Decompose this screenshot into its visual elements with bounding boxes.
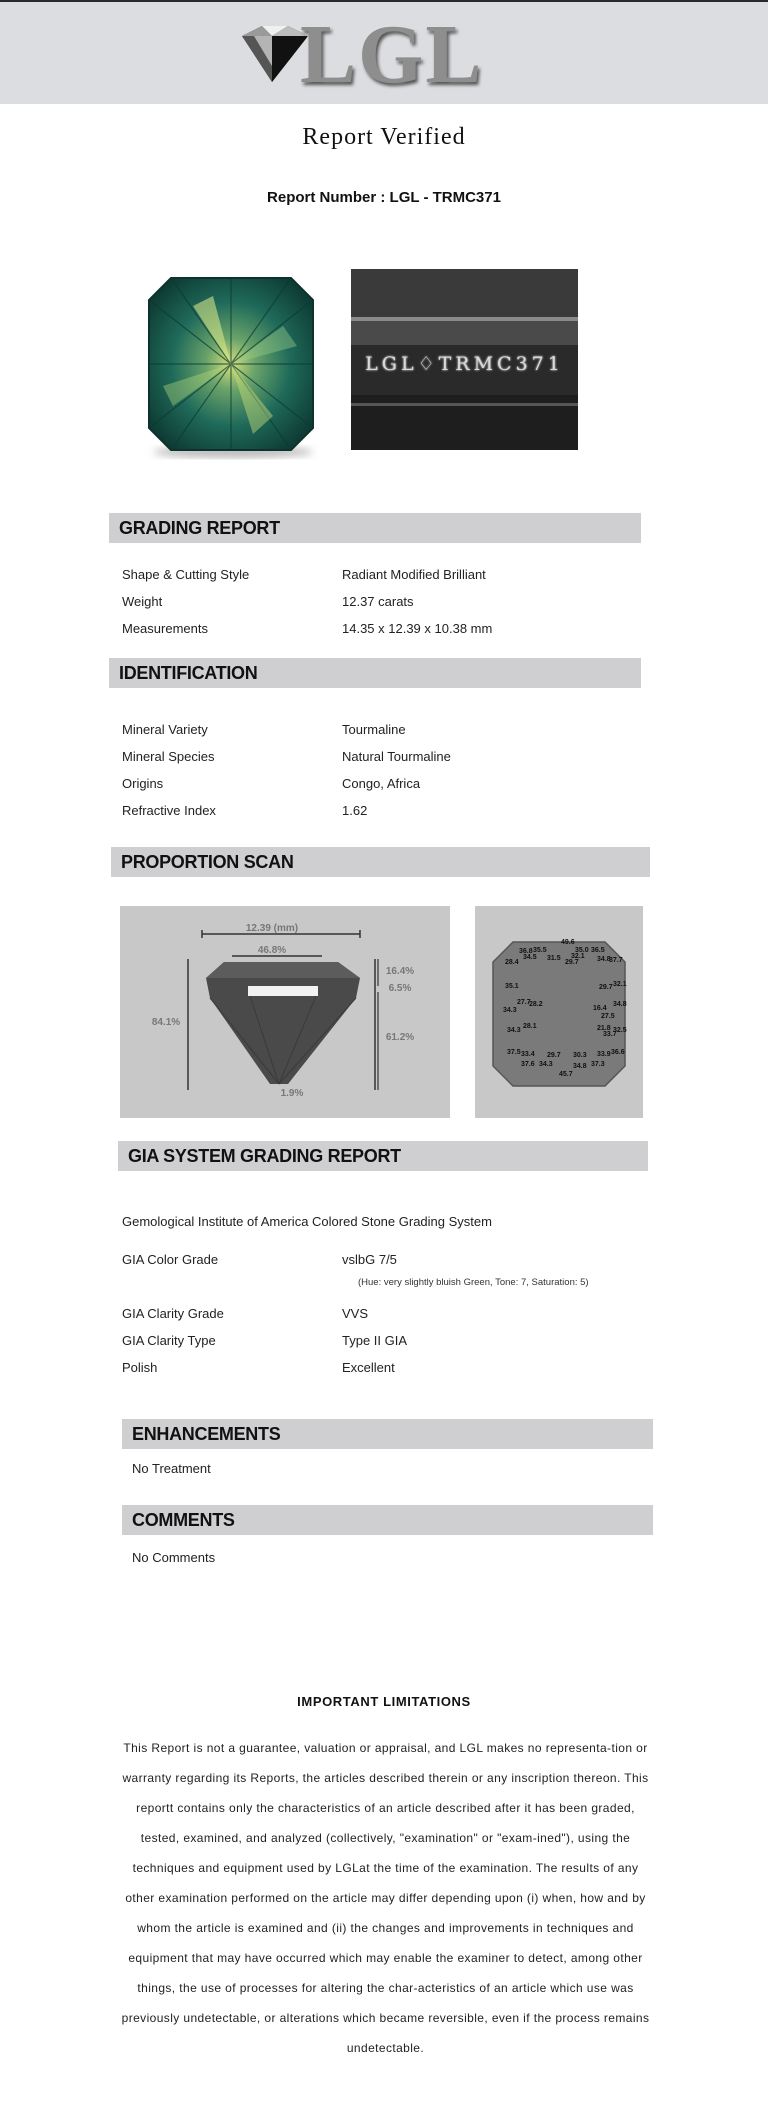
top-view-value: 32.1 [571, 953, 585, 960]
top-view-value: 36.8 [519, 948, 533, 955]
top-view-value: 33.4 [521, 1051, 535, 1058]
laser-inscription-photo [351, 269, 578, 450]
culet-pct-label: 1.9% [280, 1088, 304, 1099]
crown-pct-label: 16.4% [385, 966, 415, 977]
top-view-diagram [475, 906, 643, 1118]
top-view-value: 28.2 [529, 1001, 543, 1008]
gia-color-value: vslbG 7/5 [342, 1252, 397, 1267]
enhancements-heading: ENHANCEMENTS [122, 1419, 653, 1449]
gia-clarity-type-label: GIA Clarity Type [122, 1333, 216, 1348]
top-view-value: 35.5 [533, 947, 547, 954]
top-view-value: 37.3 [591, 1061, 605, 1068]
top-view-value: 33.7 [603, 1031, 617, 1038]
gia-color-label: GIA Color Grade [122, 1252, 219, 1267]
top-view-value: 32.1 [613, 981, 627, 988]
top-view-value: 34.3 [503, 1007, 517, 1014]
top-view-value: 29.7 [599, 984, 613, 991]
proportion-scan-heading: PROPORTION SCAN [111, 847, 650, 877]
top-view-value: 45.7 [559, 1071, 573, 1078]
top-view-value: 28.1 [523, 1023, 537, 1030]
top-view-value: 30.3 [573, 1052, 587, 1059]
width-mm-label: 12.39 (mm) [245, 923, 299, 934]
page-title: Report Verified [302, 124, 466, 150]
enhancements-text: No Treatment [132, 1461, 211, 1476]
top-view-value: 34.3 [507, 1027, 521, 1034]
gia-system-name: Gemological Institute of America Colored Stone Grading System [122, 1214, 492, 1229]
top-view-value: 29.7 [547, 1052, 561, 1059]
top-view-value: 36.5 [591, 947, 605, 954]
top-view-value: 36.6 [611, 1049, 625, 1056]
top-view-value: 33.9 [597, 1051, 611, 1058]
depth-pct-label: 84.1% [151, 1017, 181, 1028]
top-view-value: 35.0 [575, 947, 589, 954]
inscription-text: LGL♢TRMC371 [365, 353, 564, 375]
identification-heading: IDENTIFICATION [109, 658, 641, 688]
limitations-text: This Report is not a guarantee, valuation or appraisal, and LGL makes no representa-tion or warranty regarding its Reports, the articles described therein or any inscription thereon. This reportt contains only the characteristics of an article described after it has been graded, tested, examined, and analyzed (collectively, "examination" or "exam-ined"), using the techniques and equipment used by LGLat the time of the examination. The results of any other examination performed on the article may differ depending upon (i) when, how and by whom the article is examined and (ii) the changes and improvements in techniques and equipment that may have occurred which may enable the examiner to detect, among other things, the use of processes for altering the char-acteristics of an article which use was previously undetectable, or alterations which became reversible, even if the process remains undetectable. [121, 1741, 650, 2055]
gia-clarity-grade-value: VVS [342, 1306, 369, 1321]
top-view-value: 28.4 [505, 959, 519, 966]
top-view-scan-image [475, 906, 643, 1118]
gia-heading: GIA SYSTEM GRADING REPORT [118, 1141, 648, 1171]
measurements-value: 14.35 x 12.39 x 10.38 mm [342, 621, 493, 636]
top-view-value: 49.6 [561, 939, 575, 946]
top-view-value: 32.5 [613, 1027, 627, 1034]
polish-label: Polish [122, 1360, 158, 1375]
origins-label: Origins [122, 776, 164, 791]
grading-report-heading: GRADING REPORT [109, 513, 641, 543]
shape-label: Shape & Cutting Style [122, 567, 250, 582]
top-view-value: 27.7 [517, 999, 531, 1006]
gia-color-note: (Hue: very slightly bluish Green, Tone: 7, Saturation: 5) [358, 1277, 589, 1288]
refractive-index-value: 1.62 [342, 803, 368, 818]
refractive-index-label: Refractive Index [122, 803, 216, 818]
mineral-species-value: Natural Tourmaline [342, 749, 451, 764]
table-pct-label: 46.8% [257, 945, 287, 956]
lgl-logo[interactable] [232, 8, 492, 101]
girdle-pct-label: 6.5% [388, 983, 412, 994]
top-view-value: 34.8 [597, 956, 611, 963]
comments-text: No Comments [132, 1550, 216, 1565]
top-view-value: 34.8 [573, 1063, 587, 1070]
top-view-value: 37.7 [609, 957, 623, 964]
profile-diagram [120, 906, 450, 1118]
mineral-species-label: Mineral Species [122, 749, 215, 764]
top-view-value: 16.4 [593, 1005, 607, 1012]
measurements-label: Measurements [122, 621, 208, 636]
gia-panel [118, 1141, 648, 1383]
grading-report-panel [109, 513, 641, 649]
top-view-value: 37.6 [521, 1061, 535, 1068]
weight-label: Weight [122, 594, 163, 609]
top-view-value: 37.5 [507, 1049, 521, 1056]
logo-text: LGL [300, 8, 484, 101]
gemstone-photo [133, 266, 329, 462]
comments-heading: COMMENTS [122, 1505, 653, 1535]
limitations-title: IMPORTANT LIMITATIONS [297, 1694, 471, 1709]
profile-scan-image [120, 906, 450, 1118]
comments-panel [122, 1505, 653, 1590]
top-view-value: 29.7 [565, 959, 579, 966]
top-view-value: 27.5 [601, 1013, 615, 1020]
origins-value: Congo, Africa [342, 776, 421, 791]
top-view-value: 34.5 [523, 954, 537, 961]
mineral-variety-label: Mineral Variety [122, 722, 208, 737]
report-number: Report Number : LGL - TRMC371 [267, 189, 501, 206]
polish-value: Excellent [342, 1360, 395, 1375]
enhancements-panel [122, 1419, 653, 1489]
top-view-value: 34.3 [539, 1061, 553, 1068]
shape-value: Radiant Modified Brilliant [342, 567, 486, 582]
top-view-value: 34.8 [613, 1001, 627, 1008]
gia-clarity-grade-label: GIA Clarity Grade [122, 1306, 224, 1321]
top-view-value: 31.5 [547, 955, 561, 962]
weight-value: 12.37 carats [342, 594, 414, 609]
pavilion-pct-label: 61.2% [385, 1032, 415, 1043]
mineral-variety-value: Tourmaline [342, 722, 406, 737]
identification-panel [109, 658, 641, 830]
gia-clarity-type-value: Type II GIA [342, 1333, 408, 1348]
top-view-value: 35.1 [505, 983, 519, 990]
top-view-value: 21.8 [597, 1025, 611, 1032]
page-header [0, 2, 768, 104]
